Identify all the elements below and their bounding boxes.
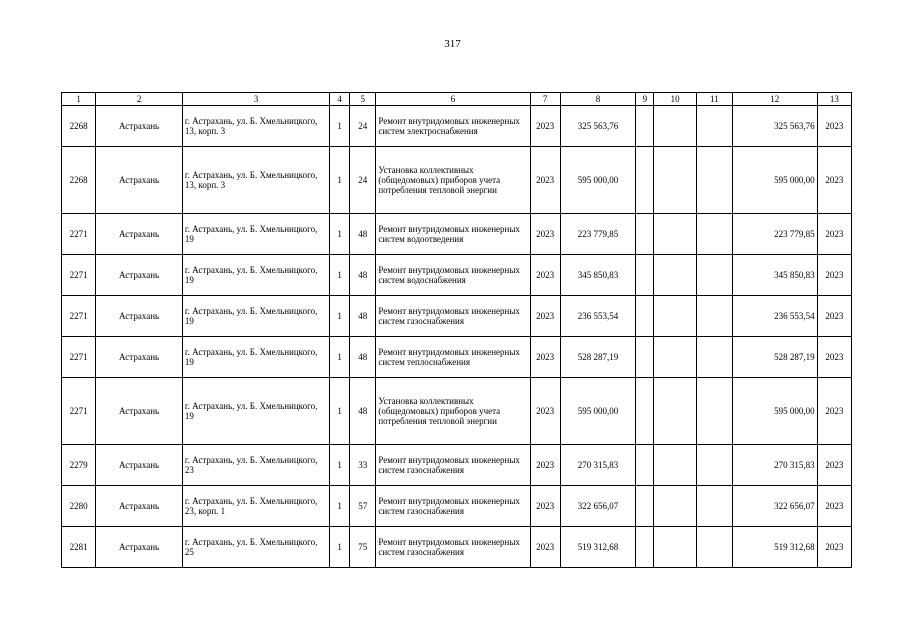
row-year: 2023 [530, 527, 560, 568]
column-header: 4 [330, 93, 350, 106]
row-col5: 33 [350, 445, 376, 486]
row-total: 223 779,85 [560, 214, 636, 255]
row-id: 2271 [62, 214, 96, 255]
column-header: 9 [636, 93, 654, 106]
row-sum: 322 656,07 [732, 486, 817, 527]
row-city: Астрахань [96, 255, 183, 296]
row-id: 2271 [62, 378, 96, 445]
row-work: Ремонт внутридомовых инженерных систем газоснабжения [376, 296, 530, 337]
column-header: 7 [530, 93, 560, 106]
row-sum: 345 850,83 [732, 255, 817, 296]
column-header: 11 [696, 93, 732, 106]
row-year: 2023 [530, 147, 560, 214]
row-city: Астрахань [96, 486, 183, 527]
row-year: 2023 [530, 486, 560, 527]
row-address: г. Астрахань, ул. Б. Хмельницкого, 13, корп. 3 [182, 147, 329, 214]
row-id: 2268 [62, 106, 96, 147]
table-row [62, 255, 852, 296]
row-col10 [654, 445, 696, 486]
row-col9 [636, 378, 654, 445]
row-year-end: 2023 [817, 106, 851, 147]
row-work: Ремонт внутридомовых инженерных систем газоснабжения [376, 445, 530, 486]
row-total: 528 287,19 [560, 337, 636, 378]
row-col9 [636, 214, 654, 255]
row-address: г. Астрахань, ул. Б. Хмельницкого, 19 [182, 214, 329, 255]
row-total: 270 315,83 [560, 445, 636, 486]
row-col4: 1 [330, 106, 350, 147]
row-col5: 48 [350, 214, 376, 255]
row-col4: 1 [330, 486, 350, 527]
column-header: 13 [817, 93, 851, 106]
row-col4: 1 [330, 296, 350, 337]
column-header: 8 [560, 93, 636, 106]
row-col5: 57 [350, 486, 376, 527]
row-col4: 1 [330, 255, 350, 296]
row-work: Ремонт внутридомовых инженерных систем теплоснабжения [376, 337, 530, 378]
row-id: 2271 [62, 296, 96, 337]
table-row [62, 445, 852, 486]
row-total: 595 000,00 [560, 378, 636, 445]
row-col11 [696, 378, 732, 445]
row-col9 [636, 337, 654, 378]
row-sum: 595 000,00 [732, 147, 817, 214]
table-row [62, 337, 852, 378]
column-header: 2 [96, 93, 183, 106]
row-year-end: 2023 [817, 147, 851, 214]
row-work: Ремонт внутридомовых инженерных систем водоотведения [376, 214, 530, 255]
row-year: 2023 [530, 296, 560, 337]
row-col5: 48 [350, 337, 376, 378]
row-address: г. Астрахань, ул. Б. Хмельницкого, 25 [182, 527, 329, 568]
row-col5: 48 [350, 378, 376, 445]
row-col9 [636, 106, 654, 147]
row-year-end: 2023 [817, 337, 851, 378]
row-col4: 1 [330, 527, 350, 568]
row-year-end: 2023 [817, 486, 851, 527]
row-work: Установка коллективных (общедомовых) приборов учета потребления тепловой энергии [376, 378, 530, 445]
row-sum: 595 000,00 [732, 378, 817, 445]
table-row [62, 296, 852, 337]
column-header: 5 [350, 93, 376, 106]
row-year-end: 2023 [817, 445, 851, 486]
row-col4: 1 [330, 445, 350, 486]
row-col5: 24 [350, 147, 376, 214]
row-year: 2023 [530, 255, 560, 296]
row-col5: 48 [350, 296, 376, 337]
table-row [62, 527, 852, 568]
table-row [62, 486, 852, 527]
row-id: 2280 [62, 486, 96, 527]
row-year-end: 2023 [817, 378, 851, 445]
row-col4: 1 [330, 337, 350, 378]
row-col4: 1 [330, 378, 350, 445]
row-total: 322 656,07 [560, 486, 636, 527]
table-row [62, 378, 852, 445]
row-year-end: 2023 [817, 296, 851, 337]
row-city: Астрахань [96, 378, 183, 445]
row-col10 [654, 147, 696, 214]
row-id: 2268 [62, 147, 96, 214]
row-col11 [696, 296, 732, 337]
row-col10 [654, 106, 696, 147]
row-city: Астрахань [96, 106, 183, 147]
row-col9 [636, 147, 654, 214]
row-col10 [654, 337, 696, 378]
row-address: г. Астрахань, ул. Б. Хмельницкого, 19 [182, 337, 329, 378]
row-total: 595 000,00 [560, 147, 636, 214]
row-col11 [696, 147, 732, 214]
row-address: г. Астрахань, ул. Б. Хмельницкого, 23, корп. 1 [182, 486, 329, 527]
row-year: 2023 [530, 106, 560, 147]
row-id: 2271 [62, 255, 96, 296]
row-city: Астрахань [96, 214, 183, 255]
row-city: Астрахань [96, 527, 183, 568]
column-header: 3 [182, 93, 329, 106]
row-col5: 75 [350, 527, 376, 568]
column-header: 10 [654, 93, 696, 106]
row-col10 [654, 378, 696, 445]
row-col9 [636, 255, 654, 296]
row-total: 519 312,68 [560, 527, 636, 568]
row-col9 [636, 486, 654, 527]
table-row [62, 106, 852, 147]
row-sum: 325 563,76 [732, 106, 817, 147]
row-id: 2271 [62, 337, 96, 378]
row-col11 [696, 486, 732, 527]
row-work: Ремонт внутридомовых инженерных систем водоснабжения [376, 255, 530, 296]
row-sum: 519 312,68 [732, 527, 817, 568]
row-year: 2023 [530, 337, 560, 378]
column-header: 1 [62, 93, 96, 106]
row-city: Астрахань [96, 445, 183, 486]
row-col4: 1 [330, 214, 350, 255]
row-col9 [636, 445, 654, 486]
row-sum: 270 315,83 [732, 445, 817, 486]
row-col11 [696, 527, 732, 568]
row-work: Ремонт внутридомовых инженерных систем электроснабжения [376, 106, 530, 147]
row-city: Астрахань [96, 296, 183, 337]
row-year: 2023 [530, 214, 560, 255]
row-col10 [654, 214, 696, 255]
page-number: 317 [444, 38, 461, 50]
registry-table [61, 92, 852, 568]
row-sum: 223 779,85 [732, 214, 817, 255]
row-col10 [654, 255, 696, 296]
row-year: 2023 [530, 445, 560, 486]
table-row [62, 147, 852, 214]
row-col10 [654, 527, 696, 568]
header-row [62, 93, 852, 106]
column-header: 6 [376, 93, 530, 106]
row-id: 2279 [62, 445, 96, 486]
row-address: г. Астрахань, ул. Б. Хмельницкого, 19 [182, 255, 329, 296]
row-col5: 24 [350, 106, 376, 147]
row-col10 [654, 296, 696, 337]
row-total: 345 850,83 [560, 255, 636, 296]
row-address: г. Астрахань, ул. Б. Хмельницкого, 19 [182, 378, 329, 445]
row-col11 [696, 214, 732, 255]
row-city: Астрахань [96, 147, 183, 214]
row-city: Астрахань [96, 337, 183, 378]
table-row [62, 214, 852, 255]
row-col11 [696, 255, 732, 296]
row-year-end: 2023 [817, 214, 851, 255]
row-col10 [654, 486, 696, 527]
row-total: 236 553,54 [560, 296, 636, 337]
row-col9 [636, 296, 654, 337]
row-col11 [696, 106, 732, 147]
row-sum: 236 553,54 [732, 296, 817, 337]
row-address: г. Астрахань, ул. Б. Хмельницкого, 19 [182, 296, 329, 337]
row-sum: 528 287,19 [732, 337, 817, 378]
row-address: г. Астрахань, ул. Б. Хмельницкого, 23 [182, 445, 329, 486]
row-work: Установка коллективных (общедомовых) приборов учета потребления тепловой энергии [376, 147, 530, 214]
row-work: Ремонт внутридомовых инженерных систем газоснабжения [376, 486, 530, 527]
row-year: 2023 [530, 378, 560, 445]
row-col11 [696, 445, 732, 486]
row-col4: 1 [330, 147, 350, 214]
row-col9 [636, 527, 654, 568]
row-year-end: 2023 [817, 527, 851, 568]
row-col11 [696, 337, 732, 378]
row-work: Ремонт внутридомовых инженерных систем газоснабжения [376, 527, 530, 568]
row-year-end: 2023 [817, 255, 851, 296]
row-col5: 48 [350, 255, 376, 296]
row-address: г. Астрахань, ул. Б. Хмельницкого, 13, корп. 3 [182, 106, 329, 147]
row-id: 2281 [62, 527, 96, 568]
row-total: 325 563,76 [560, 106, 636, 147]
column-header: 12 [732, 93, 817, 106]
